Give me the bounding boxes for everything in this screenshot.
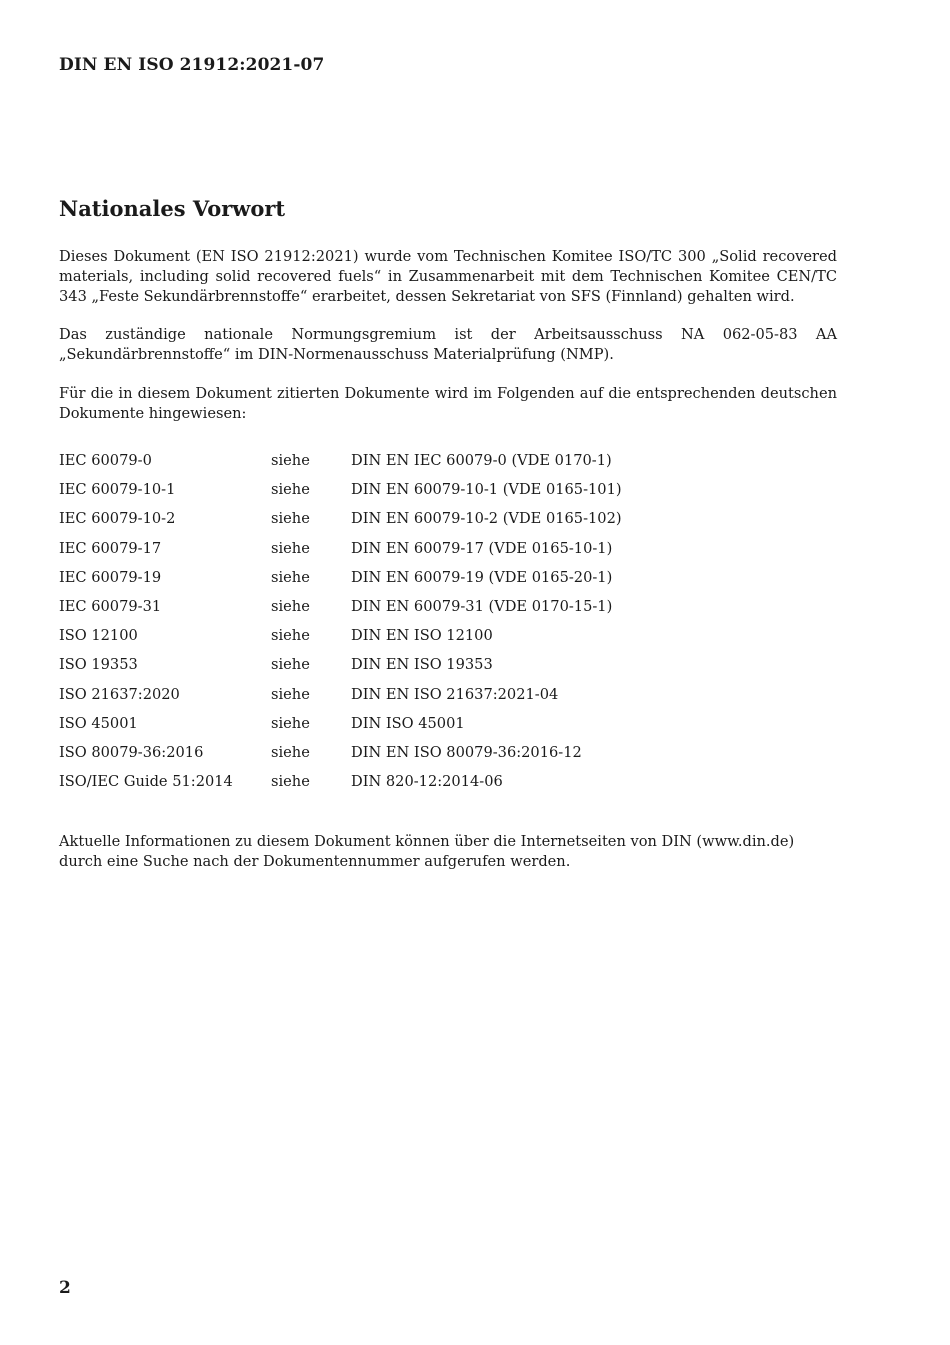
intl-document: IEC 60079-10-1	[59, 481, 176, 499]
see-label: siehe	[271, 510, 310, 528]
din-document: DIN EN ISO 21637:2021-04	[351, 685, 559, 703]
table-row	[59, 446, 819, 475]
intl-document: ISO 19353	[59, 656, 138, 674]
din-document: DIN EN ISO 80079-36:2016-12	[351, 743, 582, 761]
paragraph-references-intro: Für die in diesem Dokument zitierten Dokumente wird im Folgenden auf die entsprechenden deutschen Dokumente hingewiesen:	[59, 385, 837, 422]
din-document: DIN EN IEC 60079-0 (VDE 0170-1)	[351, 452, 612, 470]
intl-document: IEC 60079-19	[59, 568, 162, 586]
see-label: siehe	[271, 773, 310, 791]
reference-table	[59, 446, 819, 796]
table-row	[59, 680, 819, 709]
table-row	[59, 621, 819, 650]
see-label: siehe	[271, 685, 310, 703]
intl-document: IEC 60079-17	[59, 539, 162, 557]
table-row	[59, 534, 819, 563]
din-document: DIN 820-12:2014-06	[351, 773, 503, 791]
intl-document: IEC 60079-31	[59, 598, 162, 616]
see-label: siehe	[271, 627, 310, 645]
paragraph-committee: Dieses Dokument (EN ISO 21912:2021) wurde vom Technischen Komitee ISO/TC 300 „Solid recovered materials, including solid recovered fuels“ in Zusammenarbeit mit dem Technischen Komitee CEN/TC 343 „Feste Sekundärbrennstoffe“ erarbeitet, dessen Sekretariat von SFS (Finnland) gehalten wird.	[59, 248, 837, 305]
intl-document: IEC 60079-0	[59, 452, 152, 470]
see-label: siehe	[271, 656, 310, 674]
intl-document: ISO 45001	[59, 714, 138, 732]
see-label: siehe	[271, 452, 310, 470]
table-row	[59, 738, 819, 767]
table-row	[59, 475, 819, 504]
paragraph-national-body: Das zuständige nationale Normungsgremium ist der Arbeitsausschuss NA 062-05-83 AA „Sekundärbrennstoffe“ im DIN-Normenausschuss Materialprüfung (NMP).	[59, 326, 837, 363]
din-document: DIN EN ISO 12100	[351, 627, 493, 645]
see-label: siehe	[271, 568, 310, 586]
see-label: siehe	[271, 481, 310, 499]
din-document: DIN EN 60079-19 (VDE 0165-20-1)	[351, 568, 613, 586]
din-document: DIN EN 60079-10-1 (VDE 0165-101)	[351, 481, 622, 499]
intl-document: IEC 60079-10-2	[59, 510, 176, 528]
see-label: siehe	[271, 539, 310, 557]
see-label: siehe	[271, 743, 310, 761]
intl-document: ISO 21637:2020	[59, 685, 180, 703]
table-row	[59, 504, 819, 533]
din-document: DIN EN 60079-17 (VDE 0165-10-1)	[351, 539, 613, 557]
table-row	[59, 709, 819, 738]
intl-document: ISO 80079-36:2016	[59, 743, 204, 761]
table-row	[59, 592, 819, 621]
din-document: DIN ISO 45001	[351, 714, 465, 732]
see-label: siehe	[271, 598, 310, 616]
see-label: siehe	[271, 714, 310, 732]
document-header: DIN EN ISO 21912:2021-07	[59, 55, 325, 75]
intl-document: ISO 12100	[59, 627, 138, 645]
page-number: 2	[59, 1278, 71, 1298]
table-row	[59, 563, 819, 592]
section-title: Nationales Vorwort	[59, 196, 286, 221]
din-document: DIN EN 60079-10-2 (VDE 0165-102)	[351, 510, 622, 528]
paragraph-closing-info: Aktuelle Informationen zu diesem Dokument können über die Internetseiten von DIN (www.din.de) durch eine Suche nach der Dokumentennummer aufgerufen werden.	[59, 833, 795, 870]
table-row	[59, 767, 819, 796]
din-document: DIN EN ISO 19353	[351, 656, 493, 674]
din-document: DIN EN 60079-31 (VDE 0170-15-1)	[351, 598, 613, 616]
table-row	[59, 650, 819, 679]
intl-document: ISO/IEC Guide 51:2014	[59, 773, 233, 791]
